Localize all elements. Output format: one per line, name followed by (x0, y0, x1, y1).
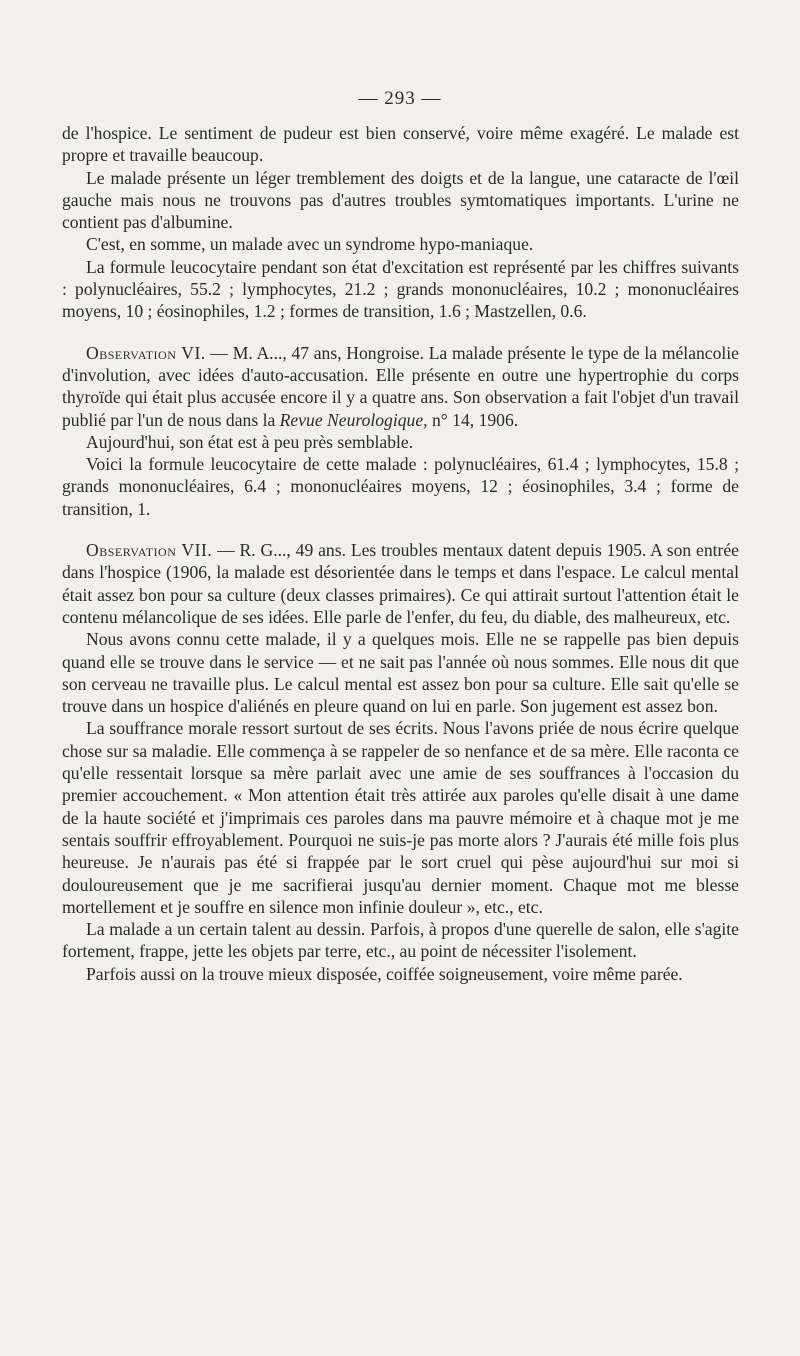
observation-text: — M. A..., 47 ans, Hongroise. La malade présente le type de la mélancolie d'involution, avec idées d'auto-accusation. Elle présente en outre une hypertrophie du corps thyroïde qui était plus accusée encore il y a quatre ans. Son observation a fait l'objet d'un travail publié par l'un de nous dans la (62, 342, 739, 430)
observation-vi (62, 342, 739, 431)
observation-heading: Observation VI. (86, 342, 206, 363)
page-body (62, 122, 739, 985)
paragraph: La malade a un certain talent au dessin. Parfois, à propos d'une querelle de salon, elle s'agite fortement, frappe, jette les objets par terre, etc., au point de nécessiter l'isolement. (62, 919, 739, 962)
paragraph: Le malade présente un léger tremblement des doigts et de la langue, une cataracte de l'œil gauche mais nous ne trouvons pas d'autres troubles symtomatiques importants. L'urine ne contient pas d'albumine. (62, 167, 739, 233)
paragraph: Aujourd'hui, son état est à peu près semblable. (86, 431, 414, 452)
paragraph: La formule leucocytaire pendant son état d'excitation est représenté par les chiffres suivants : polynucléaires, 55.2 ; lymphocytes, 21.2 ; grands mononucléaires, 10.2 ; mononucléaires moyens, 10 ; éosinophiles, 1.2 ; formes de transition, 1.6 ; Mastzellen, 0.6. (62, 256, 739, 322)
paragraph: Voici la formule leucocytaire de cette malade : polynucléaires, 61.4 ; lymphocytes, 15.8 ; grands mononucléaires, 6.4 ; mononucléaires moyens, 12 ; éosinophiles, 3.4 ; forme de transition, 1. (62, 454, 739, 519)
paragraph: La souffrance morale ressort surtout de ses écrits. Nous l'avons priée de nous écrire quelque chose sur sa maladie. Elle commença à se rappeler de so nenfance et de sa mère. Elle raconta ce qu'elle ressentait lorsque sa mère parlait avec une amie de ses souffrances à l'occasion du premier accouchement. « Mon attention était très attirée aux paroles qu'elle disait à une dame de la haute société et j'imprimais ces paroles dans ma pauvre mémoire et à chaque mot je me sentais souffrir effroyablement. Pourquoi ne suis-je pas morte alors ? J'aurais été mille fois plus heureuse. Je n'aurais pas été si frappée par le sort cruel qui pèse aujourd'hui sur moi si douloureusement que je me sacrifierai jusqu'au dernier moment. Chaque mot me blesse mortellement et je souffre en silence mon infinie douleur », etc., etc. (62, 718, 739, 917)
paragraph: C'est, en somme, un malade avec un syndrome hypo-maniaque. (86, 234, 534, 255)
paragraph: de l'hospice. Le sentiment de pudeur est bien conservé, voire même exagéré. Le malade est propre et travaille beaucoup. (62, 123, 739, 166)
observation-vii (62, 539, 739, 628)
observation-text: — R. G..., 49 ans. Les troubles mentaux datent depuis 1905. A son entrée dans l'hospice (1906, la malade est désorientée dans le temps et dans l'espace. Le calcul mental était assez bon pour sa culture (deux classes primaires). Ce qui attirait surtout l'attention était le contenu mélancolique de ses idées. Elle parle de l'enfer, du feu, du diable, des malheureux, etc. (62, 540, 739, 627)
page-number: — 293 — (358, 88, 442, 109)
journal-title: Revue Neurologique, (279, 409, 428, 430)
paragraph: Nous avons connu cette malade, il y a quelques mois. Elle ne se rappelle pas bien depuis quand elle se trouve dans le service — et ne sait pas l'année où nous sommes. Elle nous dit que son cerveau ne travaille plus. Le calcul mental est assez bon pour sa culture. Elle sait qu'elle se trouve dans un hospice d'aliénés en pleure quand on lui en parle. Son jugement est assez bon. (62, 629, 739, 717)
observation-heading: Observation VII. (86, 540, 213, 561)
observation-text: n° 14, 1906. (427, 409, 519, 430)
paragraph: Parfois aussi on la trouve mieux disposée, coiffée soigneusement, voire même parée. (86, 963, 683, 984)
